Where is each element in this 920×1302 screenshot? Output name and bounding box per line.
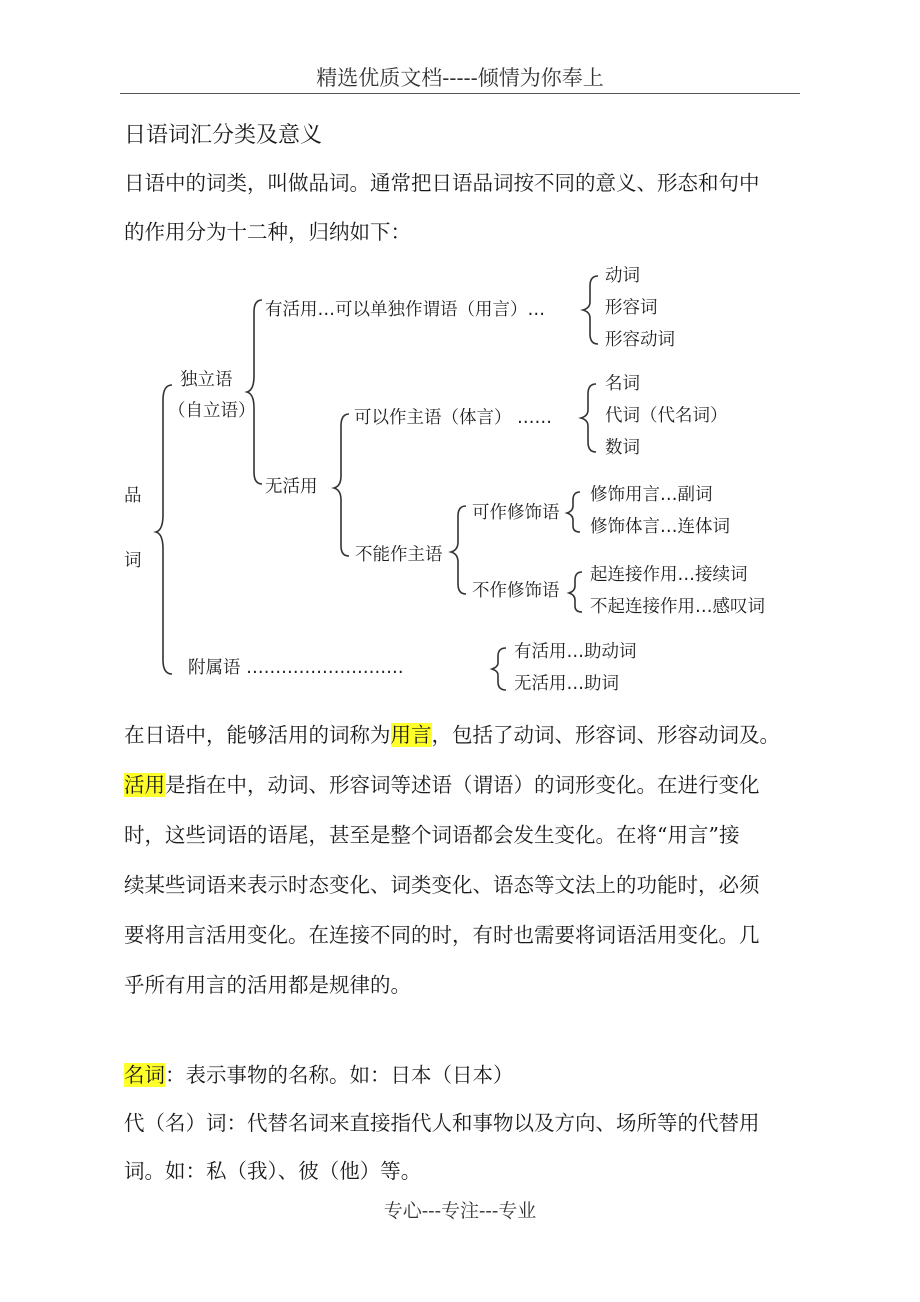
nonsubject-brace	[451, 506, 466, 594]
nonsubject-label: 不能作主语	[355, 545, 443, 565]
root-label-1: 品	[124, 486, 142, 506]
subject-item-3: 数词	[605, 438, 640, 458]
subject-item-1: 名词	[605, 374, 640, 394]
para1-line-1	[124, 710, 780, 760]
conj-item-2: 形容词	[605, 298, 658, 318]
para1-line-2-b: 是指在中，动词、形容词等述语（谓语）的词形变化。在进行变化	[165, 773, 760, 797]
para2-line-1	[124, 1050, 514, 1100]
intro-line-1: 日语中的词类，叫做品词。通常把日语品词按不同的意义、形态和句中	[124, 171, 760, 195]
modifier-item-1: 修饰用言…副词	[590, 485, 713, 505]
para1-line-2	[124, 760, 760, 810]
page-header: 精选优质文档-----倾情为你奉上	[316, 66, 604, 90]
independent-label-2: （自立语）	[168, 401, 256, 421]
dependent-item-2: 无活用…助词	[514, 674, 619, 694]
nonmodifier-brace	[569, 572, 582, 612]
nonmodifier-label: 不作修饰语	[472, 581, 560, 601]
nonmodifier-item-1: 起连接作用…接续词	[590, 565, 748, 585]
para1-line-5: 要将用言活用变化。在连接不同的时，有时也需要将词语活用变化。几	[124, 923, 760, 947]
dependent-label: 附属语 ………………………	[188, 658, 404, 678]
independent-label-1: 独立语	[180, 370, 233, 390]
para1-line-1-b: ，包括了动词、形容词、形容动词及。	[431, 723, 780, 747]
highlight-yougen: 用言	[390, 723, 432, 747]
conj-item-3: 形容动词	[605, 330, 675, 350]
intro-line-2: 的作用分为十二种，归纳如下：	[124, 220, 411, 244]
modifier-item-2: 修饰体言…连体词	[590, 517, 730, 537]
dependent-item-1: 有活用…助动词	[514, 642, 637, 662]
subject-item-2: 代词（代名词）	[605, 406, 728, 426]
highlight-katsuyou: 活用	[124, 773, 165, 797]
conj-item-1: 动词	[605, 266, 640, 286]
root-brace	[156, 385, 172, 674]
nonmodifier-item-2: 不起连接作用…感叹词	[590, 597, 765, 617]
nonconj-label: 无活用	[265, 477, 318, 497]
subject-label: 可以作主语（体言） ……	[354, 408, 553, 428]
document-title: 日语词汇分类及意义	[124, 123, 323, 148]
nonconj-brace	[334, 414, 349, 556]
para1-line-4: 续某些词语来表示时态变化、词类变化、语态等文法上的功能时，必须	[124, 873, 760, 897]
modifier-brace	[567, 492, 580, 532]
para2-line-1-b: ：表示事物的名称。如：日本（日本）	[165, 1063, 514, 1087]
para1-line-3: 时，这些词语的语尾，甚至是整个词语都会发生变化。在将“用言”接	[124, 823, 740, 847]
root-label-2: 词	[124, 551, 142, 571]
para2-line-3: 词。如：私（我）、彼（他）等。	[124, 1159, 422, 1183]
subject-brace	[581, 384, 596, 452]
independent-brace	[247, 300, 262, 484]
para1-line-1-a: 在日语中，能够活用的词称为	[124, 723, 391, 747]
conjugating-label: 有活用…可以单独作谓语（用言）…	[265, 300, 545, 320]
para1-line-6: 乎所有用言的活用都是规律的。	[124, 973, 411, 997]
highlight-meishi: 名词	[124, 1063, 165, 1087]
modifier-label: 可作修饰语	[472, 503, 560, 523]
para2-line-2: 代（名）词：代替名词来直接指代人和事物以及方向、场所等的代替用	[124, 1111, 760, 1135]
conj-brace	[583, 276, 598, 344]
dependent-brace	[492, 648, 506, 690]
page-footer: 专心---专注---专业	[383, 1200, 537, 1222]
